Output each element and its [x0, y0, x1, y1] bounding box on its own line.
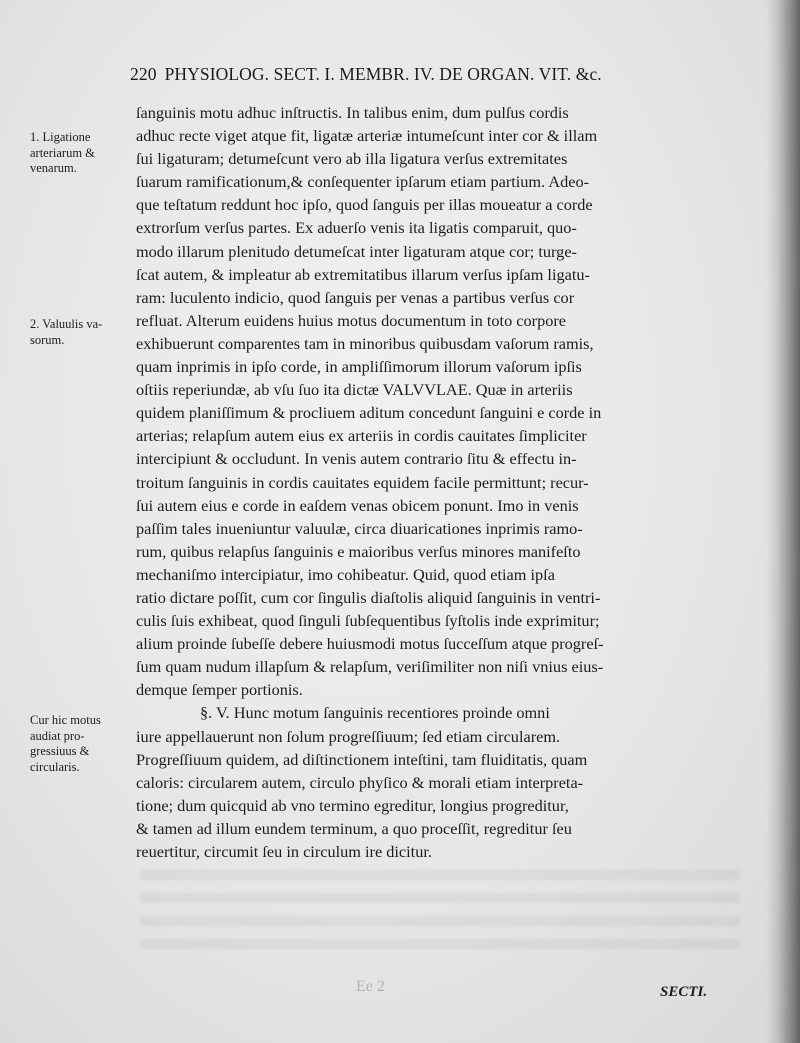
running-title: PHYSIOLOG. SECT. I. MEMBR. IV. DE ORGAN. VIT. &c.: [164, 64, 602, 84]
body-text: [136, 101, 736, 863]
text-line: culis ſuis exhibeat, quod ſinguli ſubſequentibus ſyſtolis inde exprimitur;: [136, 611, 600, 631]
text-line: mechaniſmo intercipiatur, imo cohibeatur. Quid, quod etiam ipſa: [136, 564, 555, 584]
text-line: ram: luculento indicio, quod ſanguis per venas a partibus verſus cor: [136, 287, 575, 307]
margin-note-line: Cur hic motus: [30, 713, 101, 727]
text-line: troitum ſanguinis in cordis cauitates equidem facile permittunt; recur-: [136, 472, 589, 492]
text-line: oſtiis reperiundæ, ab vſu ſuo ita dictæ VALVVLAE. Quæ in arteriis: [136, 380, 573, 400]
text-line: ſuarum ramificationum,& conſequenter ipſarum etiam partium. Adeo-: [136, 172, 590, 192]
margin-note-line: 1. Ligatione: [30, 130, 91, 144]
text-line: iure appellauerunt non ſolum progreſſiuum; ſed etiam circularem.: [136, 726, 561, 746]
text-line: ſanguinis motu adhuc inſtructis. In talibus enim, dum pulſus cordis: [136, 103, 569, 122]
margin-note-line: 2. Valuulis va-: [30, 317, 103, 331]
text-line: ratio dictare poſſit, cum cor ſingulis diaſtolis aliquid ſanguinis in ventri-: [136, 587, 601, 607]
text-line: rum, quibus relapſus ſanguinis e maioribus verſus minores manifeſto: [136, 541, 581, 561]
text-line: ſui autem eius e corde in eaſdem venas obicem ponunt. Imo in venis: [136, 495, 579, 515]
text-line: ſum quam nudum illapſum & relapſum, veriſimiliter non niſi vnius eius-: [136, 657, 604, 677]
text-line: quam inprimis in ipſo corde, in ampliſſimorum illorum vaſorum ipſis: [136, 357, 582, 377]
section-heading-line: §. V. Hunc motum ſanguinis recentiores proinde omni: [200, 703, 550, 723]
text-line: tione; dum quicquid ab vno termino egreditur, longius progreditur,: [136, 795, 569, 815]
running-header: [130, 64, 700, 85]
margin-note-line: audiat pro-: [30, 728, 85, 743]
margin-note-line: gressiuus &: [30, 744, 90, 758]
text-line: refluat. Alterum euidens huius motus documentum in toto corpore: [136, 310, 567, 330]
text-line: arterias; relapſum autem eius ex arteriis in cordis cauitates ſimpliciter: [136, 426, 587, 446]
margin-note-line: circularis.: [30, 759, 80, 774]
margin-note-valuulis: [30, 317, 142, 348]
text-line: ſcat autem, & impleatur ab extremitatibus illarum verſus ipſam ligatu-: [136, 264, 590, 284]
text-line: intercipiunt & occludunt. In venis autem contrario ſitu & effectu in-: [136, 449, 577, 469]
show-through-bleed: [140, 870, 740, 960]
text-line: reuertitur, circumit ſeu in circulum ire dicitur.: [136, 842, 432, 861]
margin-note-cur-hic-motus: [30, 713, 142, 775]
text-line: & tamen ad illum eundem terminum, a quo proceſſit, regreditur ſeu: [136, 818, 572, 838]
margin-note-line: arteriarum &: [30, 145, 95, 160]
signature-mark: Ee 2: [356, 978, 385, 995]
page-number: 220: [130, 64, 157, 84]
catchword: SECTI.: [660, 984, 708, 1000]
text-line: quidem planiſſimum & procliuem aditum concedunt ſanguini e corde in: [136, 403, 602, 423]
text-line: exhibuerunt comparentes tam in minoribus quibusdam vaſorum ramis,: [136, 333, 594, 353]
text-line: demque ſemper portionis.: [136, 680, 303, 700]
text-line: alium proinde ſubeſſe debere huiusmodi motus ſucceſſum atque progreſ-: [136, 634, 604, 654]
margin-note-ligatione: [30, 130, 142, 177]
text-line: caloris: circularem autem, circulo phyſico & morali etiam interpreta-: [136, 772, 584, 792]
text-line: extrorſum verſus partes. Ex aduerſo venis ita ligatis comparuit, quo-: [136, 218, 577, 238]
text-line: adhuc recte viget atque fit, ligatæ arteriæ intumeſcunt inter cor & illam: [136, 126, 598, 146]
page-spine-shadow: [766, 0, 800, 1043]
text-line: modo illarum plenitudo detumeſcat inter ligaturam atque cor; turge-: [136, 241, 577, 261]
margin-note-line: venarum.: [30, 161, 77, 175]
text-line: Progreſſiuum quidem, ad diſtinctionem inteſtini, tam fluiditatis, quam: [136, 749, 588, 769]
text-line: paſſim tales inueniuntur valuulæ, circa diuaricationes inprimis ramo-: [136, 518, 583, 538]
margin-note-line: sorum.: [30, 332, 65, 347]
text-line: ſui ligaturam; detumeſcunt vero ab illa ligatura verſus extremitates: [136, 149, 568, 169]
text-line: que teſtatum reddunt hoc ipſo, quod ſanguis per illas moueatur a corde: [136, 195, 593, 215]
